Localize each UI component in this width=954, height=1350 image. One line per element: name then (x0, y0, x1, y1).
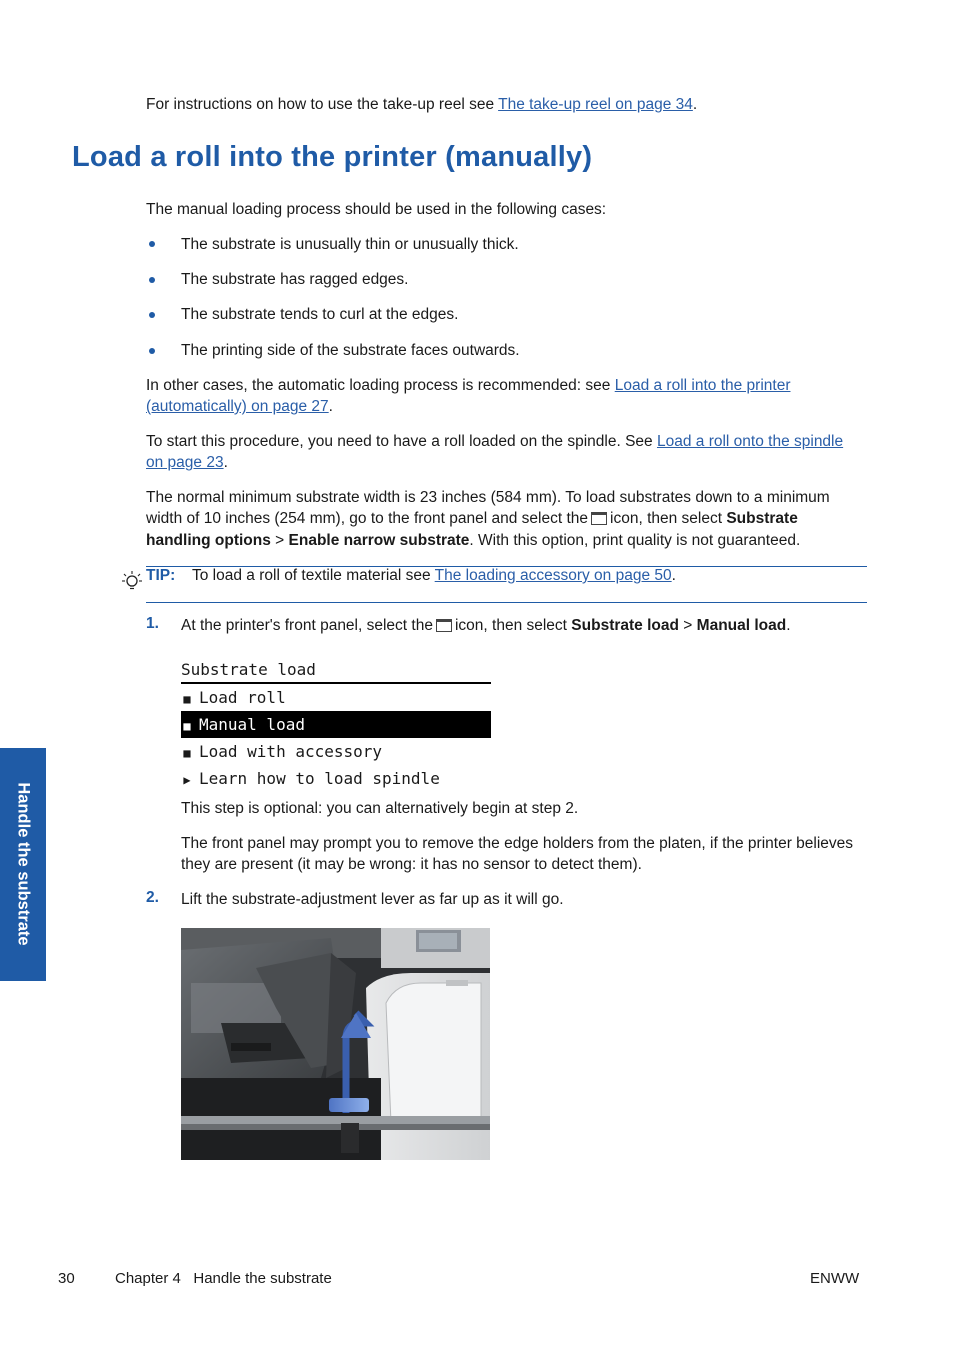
panel-item-load-with-accessory: ■ Load with accessory (181, 738, 491, 765)
tip-bottom-rule (146, 602, 867, 603)
play-icon: ▶ (183, 773, 191, 787)
list-item: The substrate tends to curl at the edges. (181, 306, 459, 323)
bullet-icon (149, 241, 155, 247)
front-panel-display (181, 656, 491, 792)
width-paragraph: The normal minimum substrate width is 23 inches (584 mm). To load substrates down to a minimum (146, 489, 830, 506)
spindle-link-cont[interactable]: on page 23 (146, 454, 224, 471)
intro-text: For instructions on how to use the take-up reel see The take-up reel on page 34. (146, 96, 698, 113)
chapter-label: Chapter 4 Handle the substrate (115, 1270, 332, 1287)
width-paragraph-line3: handling options > Enable narrow substrate. With this option, print quality is not guaranteed. (146, 532, 801, 549)
step-2-text: Lift the substrate-adjustment lever as far up as it will go. (181, 891, 564, 908)
step-1-text: At the printer's front panel, select the icon, then select Substrate load > Manual load. (181, 617, 791, 634)
auto-load-link[interactable]: Load a roll into the printer (614, 377, 791, 394)
auto-load-paragraph-line2: (automatically) on page 27. (146, 398, 333, 415)
panel-item-manual-load: ■ Manual load (181, 711, 491, 738)
loading-accessory-link[interactable]: The loading accessory on page 50 (434, 567, 672, 584)
bullet-icon (149, 348, 155, 354)
bullet-icon (149, 277, 155, 283)
list-item: The substrate has ragged edges. (181, 271, 409, 288)
list-item: The printing side of the substrate faces outwards. (181, 342, 520, 359)
menu-icon (436, 619, 452, 632)
tip-text: To load a roll of textile material see The loading accessory on page 50. (192, 567, 676, 584)
step-number: 2. (146, 889, 159, 906)
printer-lever-photo (181, 928, 490, 1160)
auto-load-paragraph: In other cases, the automatic loading process is recommended: see Load a roll into the printer (146, 377, 791, 394)
step-number: 1. (146, 615, 159, 632)
panel-title: Substrate load (181, 656, 491, 684)
footer-right: ENWW (810, 1270, 860, 1287)
page-number: 30 (58, 1270, 75, 1287)
step-1-prompt-line2: they are present (it may be wrong: it has no sensor to detect them). (181, 856, 642, 873)
panel-item-learn-spindle: ▶ Learn how to load spindle (181, 765, 491, 792)
width-paragraph-line2: width of 10 inches (254 mm), go to the front panel and select the icon, then select Substrate (146, 510, 798, 527)
lock-icon: ■ (183, 692, 191, 706)
lightbulb-icon (121, 570, 143, 594)
step-1-note: This step is optional: you can alternatively begin at step 2. (181, 800, 579, 817)
menu-icon (591, 512, 607, 525)
take-up-reel-link[interactable]: The take-up reel on page 34 (498, 96, 693, 113)
step-1-prompt: The front panel may prompt you to remove the edge holders from the platen, if the printer believes (181, 835, 854, 852)
side-tab-label: Handle the substrate (14, 782, 33, 946)
list-item: The substrate is unusually thin or unusually thick. (181, 236, 519, 253)
tip-label: TIP: (146, 567, 176, 584)
auto-load-link-cont[interactable]: (automatically) on page 27 (146, 398, 329, 415)
spindle-paragraph: To start this procedure, you need to have a roll loaded on the spindle. See Load a roll onto the spindle (146, 433, 844, 450)
spindle-paragraph-line2: on page 23. (146, 454, 228, 471)
lock-icon: ■ (183, 746, 191, 760)
page-title: Load a roll into the printer (manually) (72, 141, 593, 173)
lock-icon: ■ (183, 719, 191, 733)
spindle-link[interactable]: Load a roll onto the spindle (656, 433, 844, 450)
bullet-icon (149, 312, 155, 318)
panel-item-load-roll: ■ Load roll (181, 684, 491, 711)
lead-text: The manual loading process should be used in the following cases: (146, 201, 607, 218)
